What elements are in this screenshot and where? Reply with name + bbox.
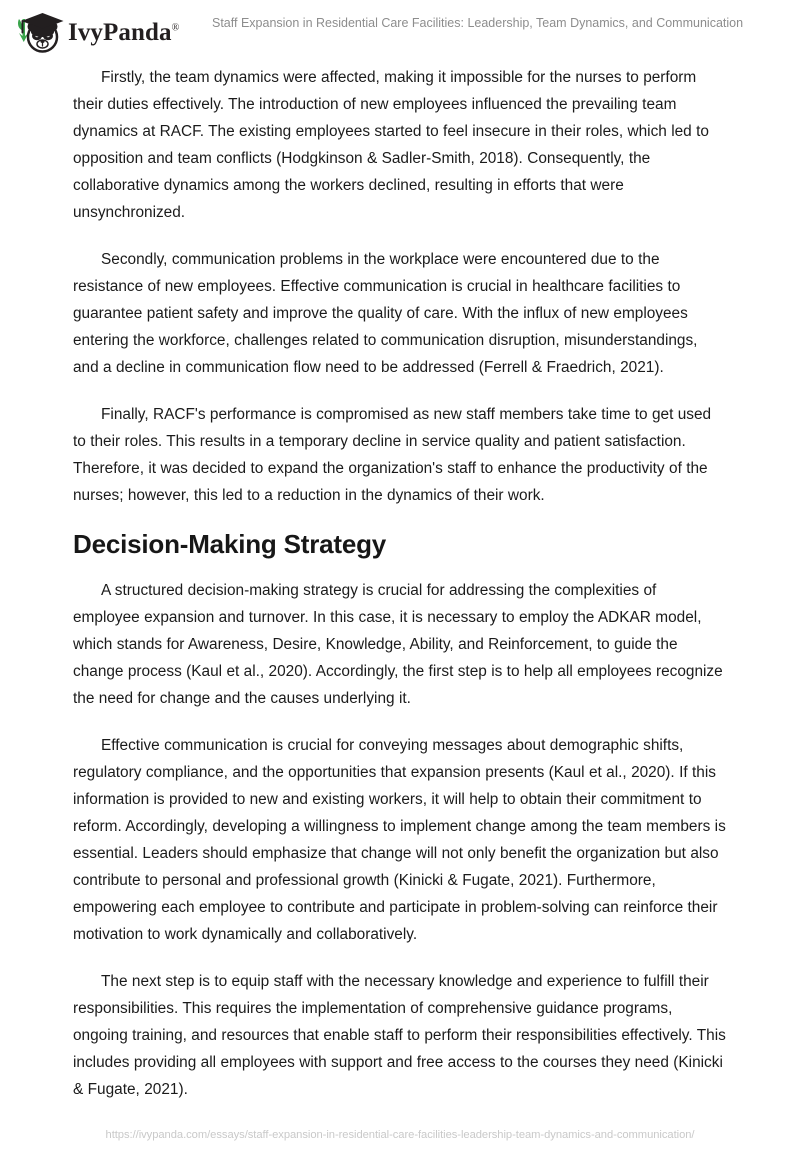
- paragraph-team-dynamics: Firstly, the team dynamics were affected, making it impossible for the nurses to perform their duties effectively. The introduction of new employees influenced the prevailing team dynamics at RACF. The existing employees started to feel insecure in their roles, which led to opposition and team conflicts (Hodgkinson & Sadler-Smith, 2018). Consequently, the collaborative dynamics among the workers declined, resulting in efforts that were unsynchronized.: [73, 69, 709, 221]
- section-heading-decision-making-strategy: Decision-Making Strategy: [73, 529, 387, 559]
- paragraph-communication-problems: Secondly, communication problems in the workplace were encountered due to the resistance of new employees. Effective communication is crucial in healthcare facilities to guarantee patient safety and improve the quality of care. With the influx of new employees entering the workforce, challenges related to communication disruption, misunderstandings, and a decline in communication flow need to be addressed (Ferrell & Fraedrich, 2021).: [73, 251, 698, 376]
- document-title: Staff Expansion in Residential Care Facilities: Leadership, Team Dynamics, and Communication: [212, 16, 744, 30]
- panda-graduate-logo-icon: [12, 8, 66, 54]
- brand-name: [68, 20, 179, 45]
- brand-name-text: IvyPanda: [68, 18, 172, 46]
- paragraph-adkar-model: A structured decision-making strategy is crucial for addressing the complexities of employee expansion and turnover. In this case, it is necessary to employ the ADKAR model, which stands for Awareness, Desire, Knowledge, Ability, and Reinforcement, to guide the change process (Kaul et al., 2020). Accordingly, the first step is to help all employees recognize the need for change and the causes underlying it.: [73, 582, 723, 707]
- paragraph-effective-communication: Effective communication is crucial for conveying messages about demographic shifts, regulatory compliance, and the opportunities that expansion presents (Kaul et al., 2020). If this information is provided to new and existing workers, it will help to obtain their commitment to reform. Accordingly, developing a willingness to implement change among the team members is essential. Leaders should emphasize that change will not only benefit the organization but also contribute to personal and professional growth (Kinicki & Fugate, 2021). Furthermore, empowering each employee to contribute and participate in problem-solving can reinforce their motivation to work dynamically and collaboratively.: [73, 737, 726, 943]
- document-body: [73, 64, 727, 1123]
- page-footer: [0, 1128, 800, 1142]
- footer-source-url[interactable]: https://ivypanda.com/essays/staff-expansion-in-residential-care-facilities-leadership-team-dynamics-and-communication/: [105, 1129, 695, 1141]
- paragraph-equip-staff: The next step is to equip staff with the necessary knowledge and experience to fulfill their responsibilities. This requires the implementation of comprehensive guidance programs, ongoing training, and resources that enable staff to perform their responsibilities effectively. This includes providing all employees with support and free access to the courses they need (Kinicki & Fugate, 2021).: [73, 973, 726, 1098]
- paragraph-racf-performance: Finally, RACF's performance is compromised as new staff members take time to get used to their roles. This results in a temporary decline in service quality and patient satisfaction. Therefore, it was decided to expand the organization's staff to enhance the productivity of the nurses; however, this led to a reduction in the dynamics of their work.: [73, 406, 712, 504]
- page-header: [0, 0, 800, 56]
- brand-logo[interactable]: [12, 8, 212, 54]
- registered-trademark-icon: ®: [171, 22, 180, 34]
